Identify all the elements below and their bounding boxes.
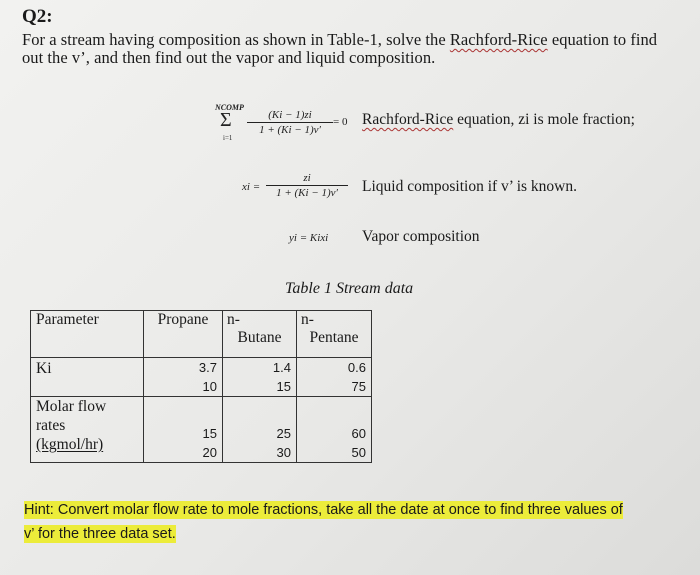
liquid-composition-equation xyxy=(242,170,352,204)
rachford-rice-description xyxy=(362,111,635,129)
question-line-1 xyxy=(22,30,657,50)
table-row-molar-flow xyxy=(31,397,372,463)
table-header-row xyxy=(31,311,372,358)
eq1-numerator: (Ki − 1)zi xyxy=(247,109,333,123)
table-row-ki xyxy=(31,358,372,397)
sum-upper-limit: NCOMP xyxy=(215,103,244,112)
stream-data-table xyxy=(30,310,372,463)
row-label-molar-flow xyxy=(31,397,144,463)
molar-flow-label-line-3: (kgmol/hr) xyxy=(36,436,104,453)
rachford-rice-desc-rest: equation, zi is mole fraction; xyxy=(453,111,635,128)
row-label-ki: Ki xyxy=(31,358,144,397)
hint-box xyxy=(24,498,664,546)
header-n-butane-name: Butane xyxy=(237,329,282,346)
rachford-rice-term: Rachford-Rice xyxy=(449,30,548,49)
flow-propane: 15 20 xyxy=(144,397,223,463)
header-parameter: Parameter xyxy=(31,311,144,358)
header-n-butane-prefix: n- xyxy=(227,311,240,328)
header-n-pentane-name: Pentane xyxy=(309,329,359,346)
molar-flow-label-line-1: Molar flow xyxy=(36,398,107,415)
hint-line-2: v’ for the three data set. xyxy=(24,526,176,542)
liquid-composition-description: Liquid composition if v’ is known. xyxy=(362,178,577,195)
sum-lower-limit: i=1 xyxy=(223,134,233,142)
table-caption: Table 1 Stream data xyxy=(285,280,414,297)
question-title: Q2: xyxy=(22,6,53,27)
eq1-denominator: 1 + (Ki − 1)v′ xyxy=(259,124,321,136)
eq2-denominator: 1 + (Ki − 1)v′ xyxy=(276,187,338,199)
rachford-rice-label: Rachford-Rice xyxy=(362,111,454,128)
vapor-composition-equation: yi = Kixi xyxy=(289,232,329,244)
header-n-pentane-prefix: n- xyxy=(301,311,314,328)
ki-n-butane: 1.4 15 xyxy=(223,358,297,397)
question-line-2: out the v’, and then find out the vapor and liquid composition. xyxy=(22,48,436,67)
rachford-rice-equation xyxy=(215,103,355,147)
molar-flow-label-line-2: rates xyxy=(36,417,66,434)
hint-line-1: Hint: Convert molar flow rate to mole fractions, take all the date at once to find three values of xyxy=(24,502,623,518)
eq1-rhs: = 0 xyxy=(333,116,348,128)
flow-n-butane: 25 30 xyxy=(223,397,297,463)
question-line-1-a: For a stream having composition as shown in Table-1, solve the xyxy=(22,30,450,49)
flow-n-pentane: 60 50 xyxy=(297,397,372,463)
header-n-pentane xyxy=(297,311,372,358)
question-line-1-c: equation to find xyxy=(547,30,658,49)
eq2-numerator: zi xyxy=(266,172,348,186)
ki-n-pentane: 0.6 75 xyxy=(297,358,372,397)
vapor-composition-description: Vapor composition xyxy=(362,228,480,245)
header-propane: Propane xyxy=(144,311,223,358)
ki-propane: 3.7 10 xyxy=(144,358,223,397)
header-n-butane xyxy=(223,311,297,358)
summation-sign: Σ xyxy=(220,109,232,131)
eq2-lhs: xi = xyxy=(242,181,261,193)
